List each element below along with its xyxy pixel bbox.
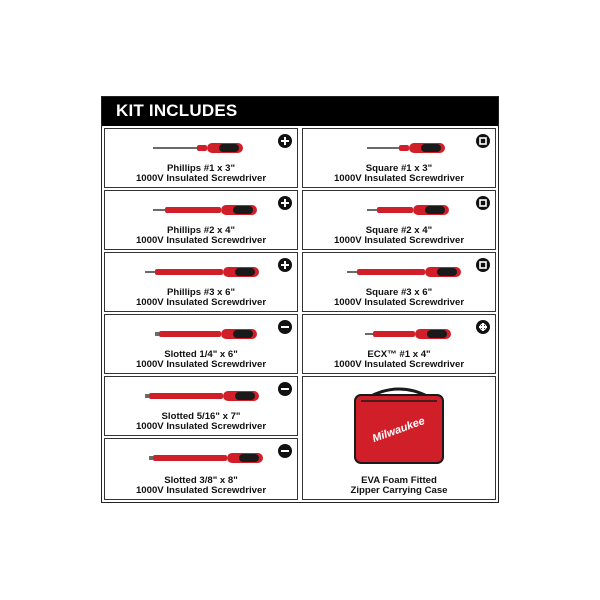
kit-title: KIT INCLUDES xyxy=(116,101,238,120)
phillips-icon xyxy=(278,134,292,148)
item-desc: 1000V Insulated Screwdriver xyxy=(135,235,267,246)
item-name: Slotted 1/4" x 6" xyxy=(164,349,238,360)
screwdriver-image xyxy=(153,141,263,155)
item-label xyxy=(303,288,495,308)
item-label xyxy=(105,164,297,184)
screwdriver-image xyxy=(155,327,285,341)
item-label xyxy=(105,412,297,432)
item-name: EVA Foam Fitted xyxy=(361,475,437,486)
item-name: Phillips #3 x 6" xyxy=(166,287,235,298)
item-label xyxy=(105,226,297,246)
slotted-icon xyxy=(278,320,292,334)
item-slotted-5-16 xyxy=(104,376,298,436)
item-name: Phillips #2 x 4" xyxy=(166,225,235,236)
item-label xyxy=(105,350,297,370)
phillips-icon xyxy=(278,258,292,272)
screwdriver-image xyxy=(365,327,475,341)
item-phillips-2 xyxy=(104,190,298,250)
item-square-3 xyxy=(302,252,496,312)
item-name: Square #2 x 4" xyxy=(365,225,433,236)
screwdriver-image xyxy=(145,389,275,403)
screwdriver-image xyxy=(145,265,275,279)
item-desc: 1000V Insulated Screwdriver xyxy=(333,235,465,246)
item-square-1 xyxy=(302,128,496,188)
item-label xyxy=(303,350,495,370)
item-desc: 1000V Insulated Screwdriver xyxy=(333,173,465,184)
phillips-icon xyxy=(278,196,292,210)
item-name: Slotted 3/8" x 8" xyxy=(164,475,238,486)
item-name: Phillips #1 x 3" xyxy=(166,163,235,174)
case-brand-logo: Milwaukee xyxy=(370,415,427,446)
item-label xyxy=(303,164,495,184)
item-ecx-1 xyxy=(302,314,496,374)
item-desc: 1000V Insulated Screwdriver xyxy=(333,359,465,370)
square-icon xyxy=(476,134,490,148)
item-carrying-case xyxy=(302,376,496,500)
item-desc: Zipper Carrying Case xyxy=(350,485,448,496)
kit-includes-panel xyxy=(101,96,499,503)
screwdriver-image xyxy=(153,203,273,217)
item-desc: 1000V Insulated Screwdriver xyxy=(135,173,267,184)
item-desc: 1000V Insulated Screwdriver xyxy=(135,359,267,370)
item-slotted-3-8 xyxy=(104,438,298,500)
item-name: Square #3 x 6" xyxy=(365,287,433,298)
square-icon xyxy=(476,196,490,210)
item-desc: 1000V Insulated Screwdriver xyxy=(135,297,267,308)
item-desc: 1000V Insulated Screwdriver xyxy=(333,297,465,308)
item-label xyxy=(105,476,297,496)
item-desc: 1000V Insulated Screwdriver xyxy=(135,485,267,496)
item-name: Slotted 5/16" x 7" xyxy=(161,411,241,422)
screwdriver-image xyxy=(347,265,477,279)
kit-header xyxy=(102,97,498,126)
slotted-icon xyxy=(278,444,292,458)
item-name: ECX™ #1 x 4" xyxy=(367,349,431,360)
item-phillips-1 xyxy=(104,128,298,188)
screwdriver-image xyxy=(149,451,279,465)
item-label xyxy=(303,226,495,246)
square-icon xyxy=(476,258,490,272)
item-slotted-quarter xyxy=(104,314,298,374)
item-square-2 xyxy=(302,190,496,250)
item-name: Square #1 x 3" xyxy=(365,163,433,174)
screwdriver-image xyxy=(367,141,477,155)
item-phillips-3 xyxy=(104,252,298,312)
screwdriver-image xyxy=(367,203,477,217)
item-label xyxy=(303,476,495,496)
ecx-icon xyxy=(476,320,490,334)
item-label xyxy=(105,288,297,308)
slotted-icon xyxy=(278,382,292,396)
item-desc: 1000V Insulated Screwdriver xyxy=(135,421,267,432)
carrying-case-image xyxy=(351,385,447,469)
